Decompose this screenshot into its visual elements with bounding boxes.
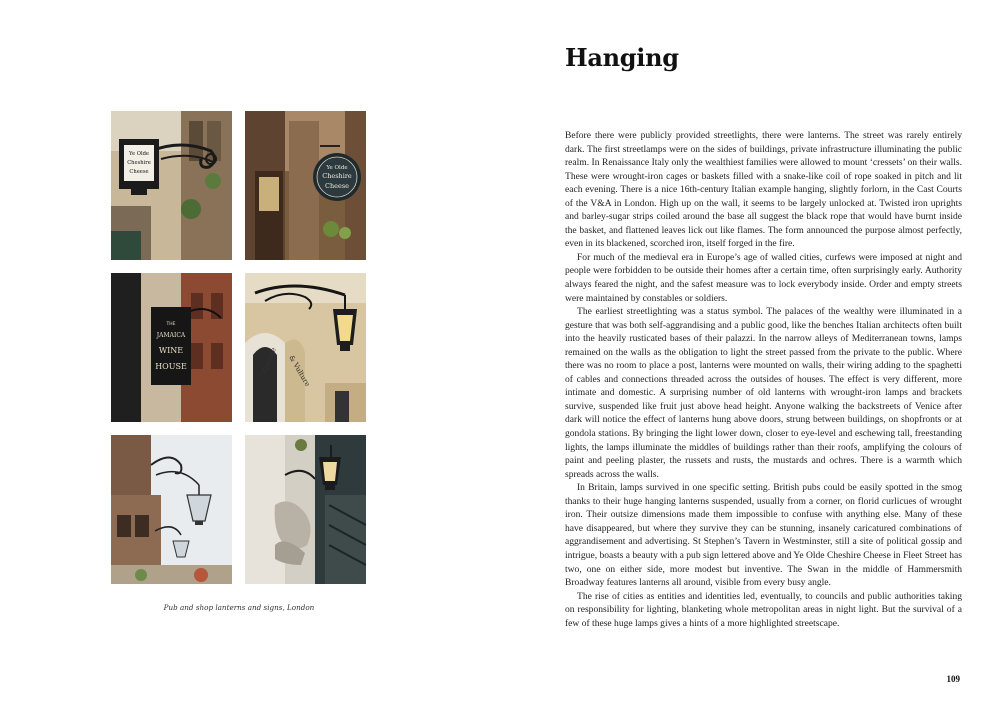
- body-text: [565, 129, 962, 630]
- photo-lamp-carved-figure: [245, 435, 366, 584]
- sign-line: JAMAICA: [156, 332, 186, 339]
- photo-grid: [111, 111, 367, 584]
- photo-caption: Pub and shop lanterns and signs, London: [163, 603, 315, 612]
- paragraph: In Britain, lamps survived in one specific setting. British pubs could be easily spotted in the smog thanks to their huge hanging lanterns suspended, usually from a corner, on florid curlicues of wrought iron. Their outsize dimensions made them impossible to confuse with anything else. Many of these have disappeared, but where they survive they can be stunning, insanely caricatured combinations of aggrandisement and advertising. St Stephen’s Tavern in Westminster, still a site of political gossip and intrigue, boasts a beauty with a pub sign lettered above and Ye Olde Cheshire Cheese in Fleet Street has two, one on either side, more modest but inventive. The Swan in the middle of Hammersmith Broadway features lanterns all around, visible from every busy angle.: [565, 482, 962, 589]
- sign-line: Ye Olde: [326, 165, 348, 171]
- sign-line: WINE: [158, 346, 184, 355]
- sign-line: HOUSE: [155, 362, 187, 371]
- page-title: Hanging: [565, 43, 679, 72]
- cheshire-cheese-sign-image: [245, 111, 366, 260]
- sign-line: Cheshire: [322, 172, 352, 180]
- lamp-carved-figure-image: [245, 435, 366, 584]
- sign-line: Ye Olde: [129, 151, 149, 157]
- paragraph: For much of the medieval era in Europe’s age of walled cities, curfews were imposed at night and people were forbidden to be outside their homes after a certain time, often surprisingly early. Authority always feared the night, and the safest measure was to lock everybody inside. Order and empty streets were maintained by constables or soldiers.: [565, 251, 962, 304]
- photo-george-vulture-lantern: [245, 273, 366, 422]
- paragraph: Before there were publicly provided streetlights, there were lanterns. The street was rarely entirely dark. The first streetlamps were on the sides of buildings, private infrastructure illuminating the public realm. In Renaissance Italy only the wealthiest families were allowed to mount ‘cressets’ on their walls. These were wrought-iron cages or baskets filled with a snake-like coil of rope soaked in pitch and lit each evening. There is a nice 16th-century Italian example hanging, slightly forlorn, in the Cast Courts of the V&A in London. High up on the wall, it seems to be largely unlocked at. Twisted iron uprights and barley-sugar strips coiled around the base all suggest the black rope that would have burnt inside the basket, and flattened leaves lick out like flames. The form announced the purpose almost perfectly, even in its blackened, scorched iron, itself forged in the fire.: [565, 130, 962, 250]
- sign-line: & Vulture: [287, 354, 312, 388]
- photo-hanging-lanterns: [111, 435, 232, 584]
- george-vulture-lantern-image: [245, 273, 366, 422]
- paragraph: The earliest streetlighting was a status symbol. The palaces of the wealthy were illuminated in a gesture that was both self-aggrandising and a public good, like the benches Italian architects often built into the heavily rusticated bases of their palazzi. In the narrow alleys of Mediterranean towns, lamps remained on the walls as the obligation to light the street passed from the private to the public. Where there was no room to place a post, lanterns were mounted on walls, their wiring adding to the spaghetti of cables and connections threaded across the outsides of houses. The effect is very different, more intimate and domestic. A surprising number of old lanterns with wrought-iron lamps and brackets survive, suspended like fruit just above head height. Anyone walking the backstreets of Venice after dark will notice the effect of lanterns hung above doors, strung between buildings, on shopfronts or at gondola stations. By bringing the light lower down, closer to eye-level and eschewing tall, freestanding lights, the lamps illuminate the middles of buildings rather than their roofs, amplifying the colours of paint and peeling plaster, the russets and rusts, the mustards and ochres. There is a warmth which spreads across the walls.: [565, 306, 962, 480]
- sign-line: George: [261, 346, 278, 374]
- page-number: 109: [946, 674, 960, 684]
- photo-jamaica-wine-house: [111, 273, 232, 422]
- paragraph: The rise of cities as entities and identities led, eventually, to councils and public authorities taking on responsibility for lighting, blanketing whole metropolitan areas in night light. But the survival of a few of these huge lamps gives a hints of a more highlighted streetscape.: [565, 590, 962, 629]
- jamaica-wine-house-image: [111, 273, 232, 422]
- photo-cheshire-cheese-sign: [245, 111, 366, 260]
- cheshire-cheese-lantern-image: [111, 111, 232, 260]
- sign-line: Cheese: [324, 182, 350, 190]
- hanging-lanterns-image: [111, 435, 232, 584]
- sign-line: THE: [166, 322, 176, 327]
- sign-line: Cheshire: [127, 160, 151, 166]
- photo-cheshire-cheese-lantern: [111, 111, 232, 260]
- sign-line: Cheese: [129, 169, 149, 175]
